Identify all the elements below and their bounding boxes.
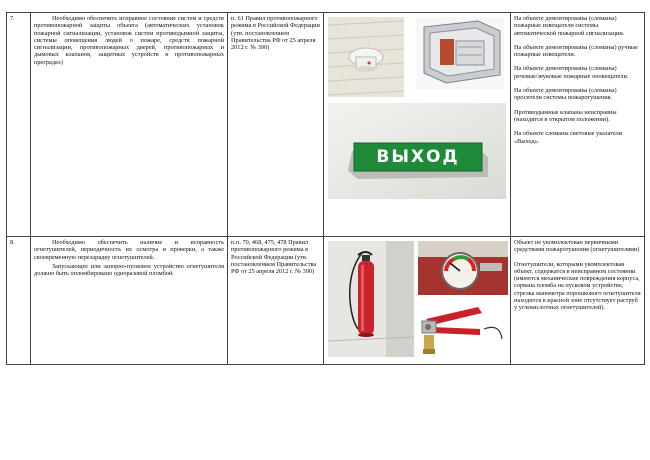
row-number: 8. — [7, 237, 31, 365]
photos-cell — [324, 13, 511, 237]
finding-text: На объекте демонтированы (сломаны) речевые/звуковые пожарные оповещатели. — [514, 65, 629, 80]
row-number: 7. — [7, 13, 31, 237]
reference-cell: п. 61 Правил противопожарного режима в Российской Федерации (утв. постановлением Правительства РФ от 25 апреля 2012 г. № 390) — [228, 13, 324, 237]
finding-text: На объекте демонтированы (сломаны) оросители системы пожаротушения. — [514, 87, 617, 102]
table-row — [7, 237, 645, 365]
finding-text: На объекте сломаны световые указатели «Выход». — [514, 130, 623, 145]
requirement-text: Запускающее или запорно-пусковое устройство огнетушителя должно быть опломбировано одноразовой пломбой. — [34, 262, 224, 278]
requirement-cell — [31, 237, 228, 365]
extinguisher-gauge-photo — [418, 241, 508, 295]
smoke-detector-photo — [328, 17, 404, 97]
reference-cell: п.п. 70, 468, 475, 478 Правил противопожарного режима в Российской Федерации (утв. постановлением Правительства РФ от 25 апреля 2012 г. № 390) — [228, 237, 324, 365]
smoke-damper-photo — [416, 17, 504, 89]
finding-text: Огнетушители, которыми укомплектован объект, содержатся в неисправном состоянии (имеются механические повреждения корпуса, сорвана пломба на пусковом устройстве, стрелка манометра порошкового огнетушителя находится в красной зоне отсутствует раструб у углекислотных огнетушителей). — [514, 260, 641, 312]
findings-cell — [511, 13, 645, 237]
extinguisher-wall-photo — [328, 241, 414, 357]
violations-table — [6, 12, 645, 365]
photos-cell — [324, 237, 511, 365]
finding-text: На объекте демонтированы (сломаны) ручные пожарные извещатели. — [514, 43, 638, 59]
requirement-cell — [31, 13, 228, 237]
exit-sign-text: ВЫХОД — [376, 147, 460, 167]
finding-text: Объект не укомплектован первичными средствами пожаротушения (огнетушителями) — [514, 239, 640, 254]
finding-text: На объекте демонтированы (сломаны) пожарные извещатели системы автоматической пожарной сигнализации. — [514, 15, 625, 37]
table-row — [7, 13, 645, 237]
findings-cell — [511, 237, 645, 365]
requirement-text: Необходимо обеспечить наличие и исправность огнетушителей, периодичность их осмотра и проверки, а также своевременную перезарядку огнетушителей. — [34, 239, 224, 261]
finding-text: Противодымные клапаны неисправны (находятся в открытом положении). — [514, 108, 617, 123]
extinguisher-valve-photo — [418, 299, 508, 357]
exit-sign-photo — [328, 103, 506, 199]
requirement-text: Необходимо обеспечить исправное состояние систем и средств противопожарной защиты объекта (автоматических установок пожарной сигнализации, установок систем противодымной защиты, системы оповещения людей о пожаре, средств пожарной сигнализации, противопожарных дверей, противопожарных и дымовых клапанов, защитных устройств в противопожарных преградах) — [34, 15, 224, 66]
